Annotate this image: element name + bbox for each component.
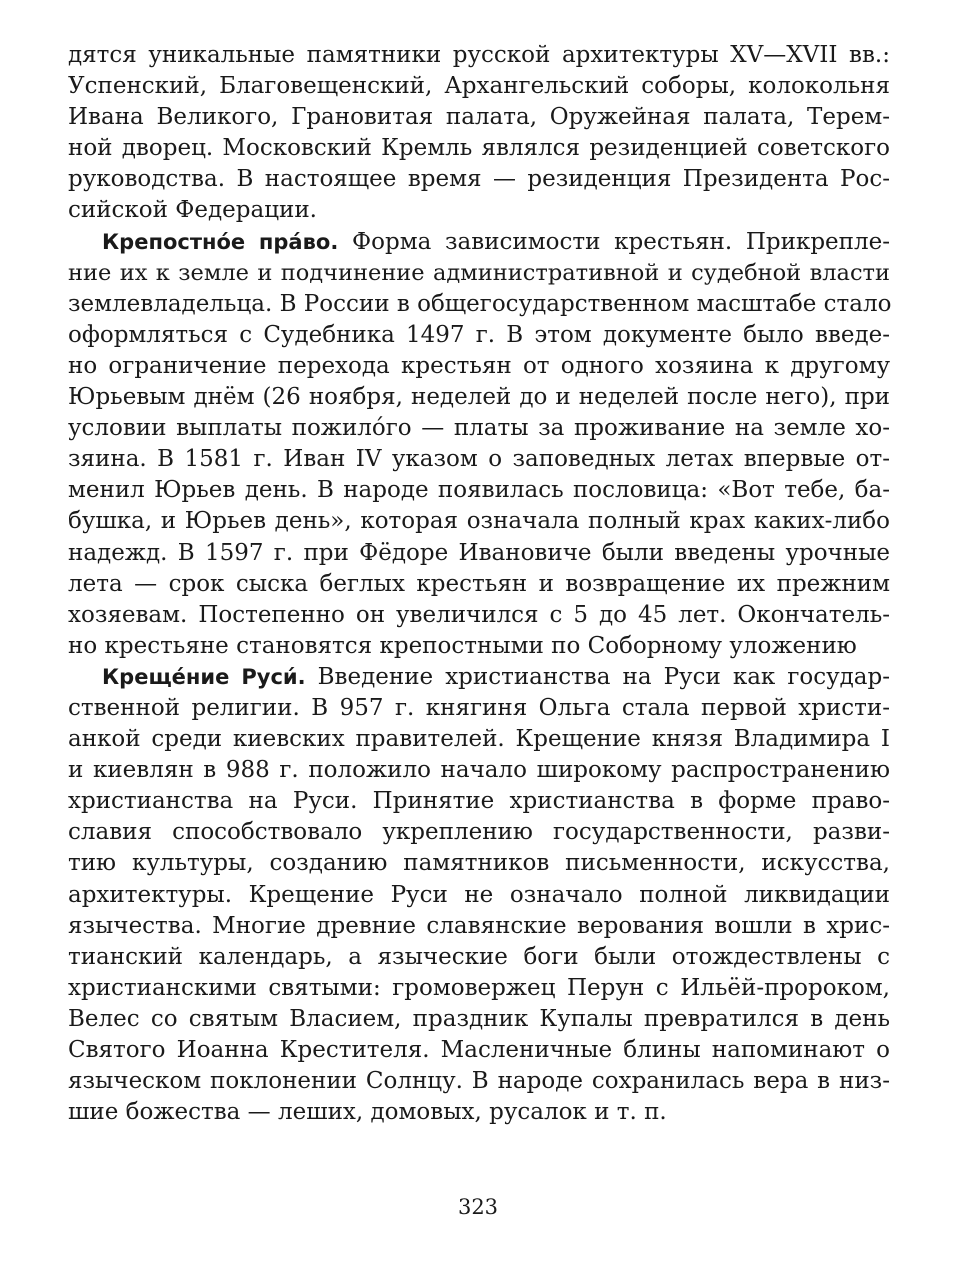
text-line: Ивана Великого, Грановитая палата, Оружейная палата, Терем- xyxy=(68,104,890,131)
text-line: Велес со святым Власием, праздник Купалы превратился в день xyxy=(68,1005,890,1032)
text-line: Успенский, Благовещенский, Архангельский соборы, колокольня xyxy=(68,73,890,100)
term-heading: Креще́ние Руси́. xyxy=(102,664,306,689)
text-line: архитектуры. Крещение Руси не означало полной ликвидации xyxy=(68,881,890,908)
text-line: оформляться с Судебника 1497 г. В этом документе было введе- xyxy=(68,321,890,348)
text-line: язычества. Многие древние славянские верования вошли в хрис- xyxy=(68,912,890,939)
text-line: Юрьевым днём (26 ноября, неделей до и неделей после него), при xyxy=(68,384,890,411)
text-line: землевладельца. В России в общегосударственном масштабе стало xyxy=(68,290,892,317)
paragraph-baptism-of-rus xyxy=(68,662,890,1128)
text-line: надежд. В 1597 г. при Фёдоре Ивановиче были введены урочные xyxy=(68,539,890,566)
text-line: руководства. В настоящее время — резиденция Президента Рос- xyxy=(68,166,890,193)
text-line: бушка, и Юрьев день», которая означала полный крах каких-либо xyxy=(68,508,890,535)
text-line: ние их к земле и подчинение административной и судебной власти xyxy=(68,259,890,286)
paragraph-serfdom xyxy=(68,227,890,662)
page-text xyxy=(68,40,890,1128)
text-line: и киевлян в 988 г. положило начало широкому распространению xyxy=(68,757,890,784)
text-line: анкой среди киевских правителей. Крещение князя Владимира I xyxy=(68,726,890,753)
text-line: но ограничение перехода крестьян от одного хозяина к другому xyxy=(68,352,890,379)
text-line: менил Юрьев день. В народе появилась пословица: «Вот тебе, ба- xyxy=(68,477,890,504)
page-number: 323 xyxy=(457,1195,499,1219)
text-line: христианства на Руси. Принятие христианства в форме право- xyxy=(68,788,890,815)
text-line: условии выплаты пожило́го — платы за проживание на земле хо- xyxy=(68,415,890,442)
text-line: тию культуры, созданию памятников письменности, искусства, xyxy=(68,850,890,877)
text-line: хозяевам. Постепенно он увеличился с 5 до 45 лет. Окончатель- xyxy=(68,601,890,628)
text-line: дятся уникальные памятники русской архитектуры XV—XVII вв.: xyxy=(68,42,890,68)
text-line: тианский календарь, а языческие боги были отождествлены с xyxy=(68,943,890,970)
text-line: ной дворец. Московский Кремль являлся резиденцией советского xyxy=(68,135,890,162)
text-line: Святого Иоанна Крестителя. Масленичные блины напоминают о xyxy=(68,1037,890,1063)
text-line xyxy=(68,227,890,258)
text-line: ственной религии. В 957 г. княгиня Ольга стала первой христи- xyxy=(68,694,890,721)
text-fragment: Введение христианства на Руси как государ- xyxy=(305,663,890,690)
text-line xyxy=(68,662,890,693)
term-heading: Крепостно́е пра́во. xyxy=(102,229,339,254)
text-line: славия способствовало укреплению государственности, разви- xyxy=(68,819,890,846)
paragraph-kremlin-continuation xyxy=(68,40,890,227)
text-line: но крестьяне становятся крепостными по Соборному уложению xyxy=(68,632,857,659)
text-line: шие божества — леших, домовых, русалок и т. п. xyxy=(68,1099,667,1126)
text-line: языческом поклонении Солнцу. В народе сохранилась вера в низ- xyxy=(68,1068,890,1095)
text-line: лета — срок сыска беглых крестьян и возвращение их прежним xyxy=(68,570,890,597)
text-line: сийской Федерации. xyxy=(68,197,317,224)
text-line: христианскими святыми: громовержец Перун с Ильёй-пророком, xyxy=(68,974,890,1001)
text-fragment: Форма зависимости крестьян. Прикрепле- xyxy=(338,228,890,255)
text-line: зяина. В 1581 г. Иван IV указом о заповедных летах впервые от- xyxy=(68,446,890,473)
